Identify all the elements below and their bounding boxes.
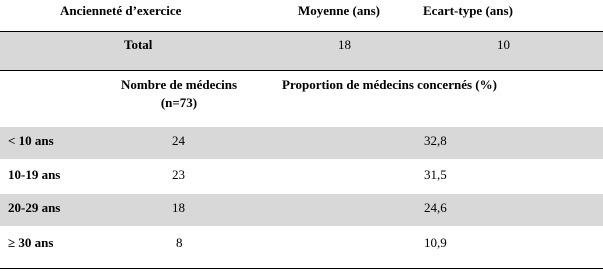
row-nombre: 23 xyxy=(172,167,185,182)
subheader-nombre-line1: Nombre de médecins xyxy=(120,77,238,92)
header-moyenne: Moyenne (ans) xyxy=(298,3,380,18)
header-anciennete: Ancienneté d’exercice xyxy=(60,3,182,18)
row-nombre: 18 xyxy=(172,200,185,215)
rule-bottom-table xyxy=(0,268,603,269)
row-proportion: 32,8 xyxy=(424,133,447,148)
row-proportion: 31,5 xyxy=(424,167,447,182)
subheader-row xyxy=(0,71,603,127)
total-label: Total xyxy=(124,37,153,52)
total-moyenne: 18 xyxy=(338,37,351,52)
subheader-nombre xyxy=(104,77,254,111)
table-row xyxy=(0,227,603,266)
row-label: 10-19 ans xyxy=(8,167,61,182)
row-nombre: 8 xyxy=(176,235,183,250)
subheader-proportion: Proportion de médecins concernés (%) xyxy=(282,77,497,92)
table-row xyxy=(0,160,603,193)
row-label: ≥ 30 ans xyxy=(8,235,54,250)
header-ecart-type: Ecart-type (ans) xyxy=(423,3,513,18)
header-row xyxy=(0,0,603,30)
total-ecart-type: 10 xyxy=(497,37,510,52)
row-label: 20-29 ans xyxy=(8,200,61,215)
subheader-nombre-line2: (n=73) xyxy=(160,95,198,110)
row-proportion: 10,9 xyxy=(424,235,447,250)
row-label: < 10 ans xyxy=(8,133,54,148)
table-row xyxy=(0,194,603,226)
table-row xyxy=(0,127,603,159)
row-nombre: 24 xyxy=(172,133,185,148)
total-row xyxy=(0,32,603,70)
row-proportion: 24,6 xyxy=(424,200,447,215)
